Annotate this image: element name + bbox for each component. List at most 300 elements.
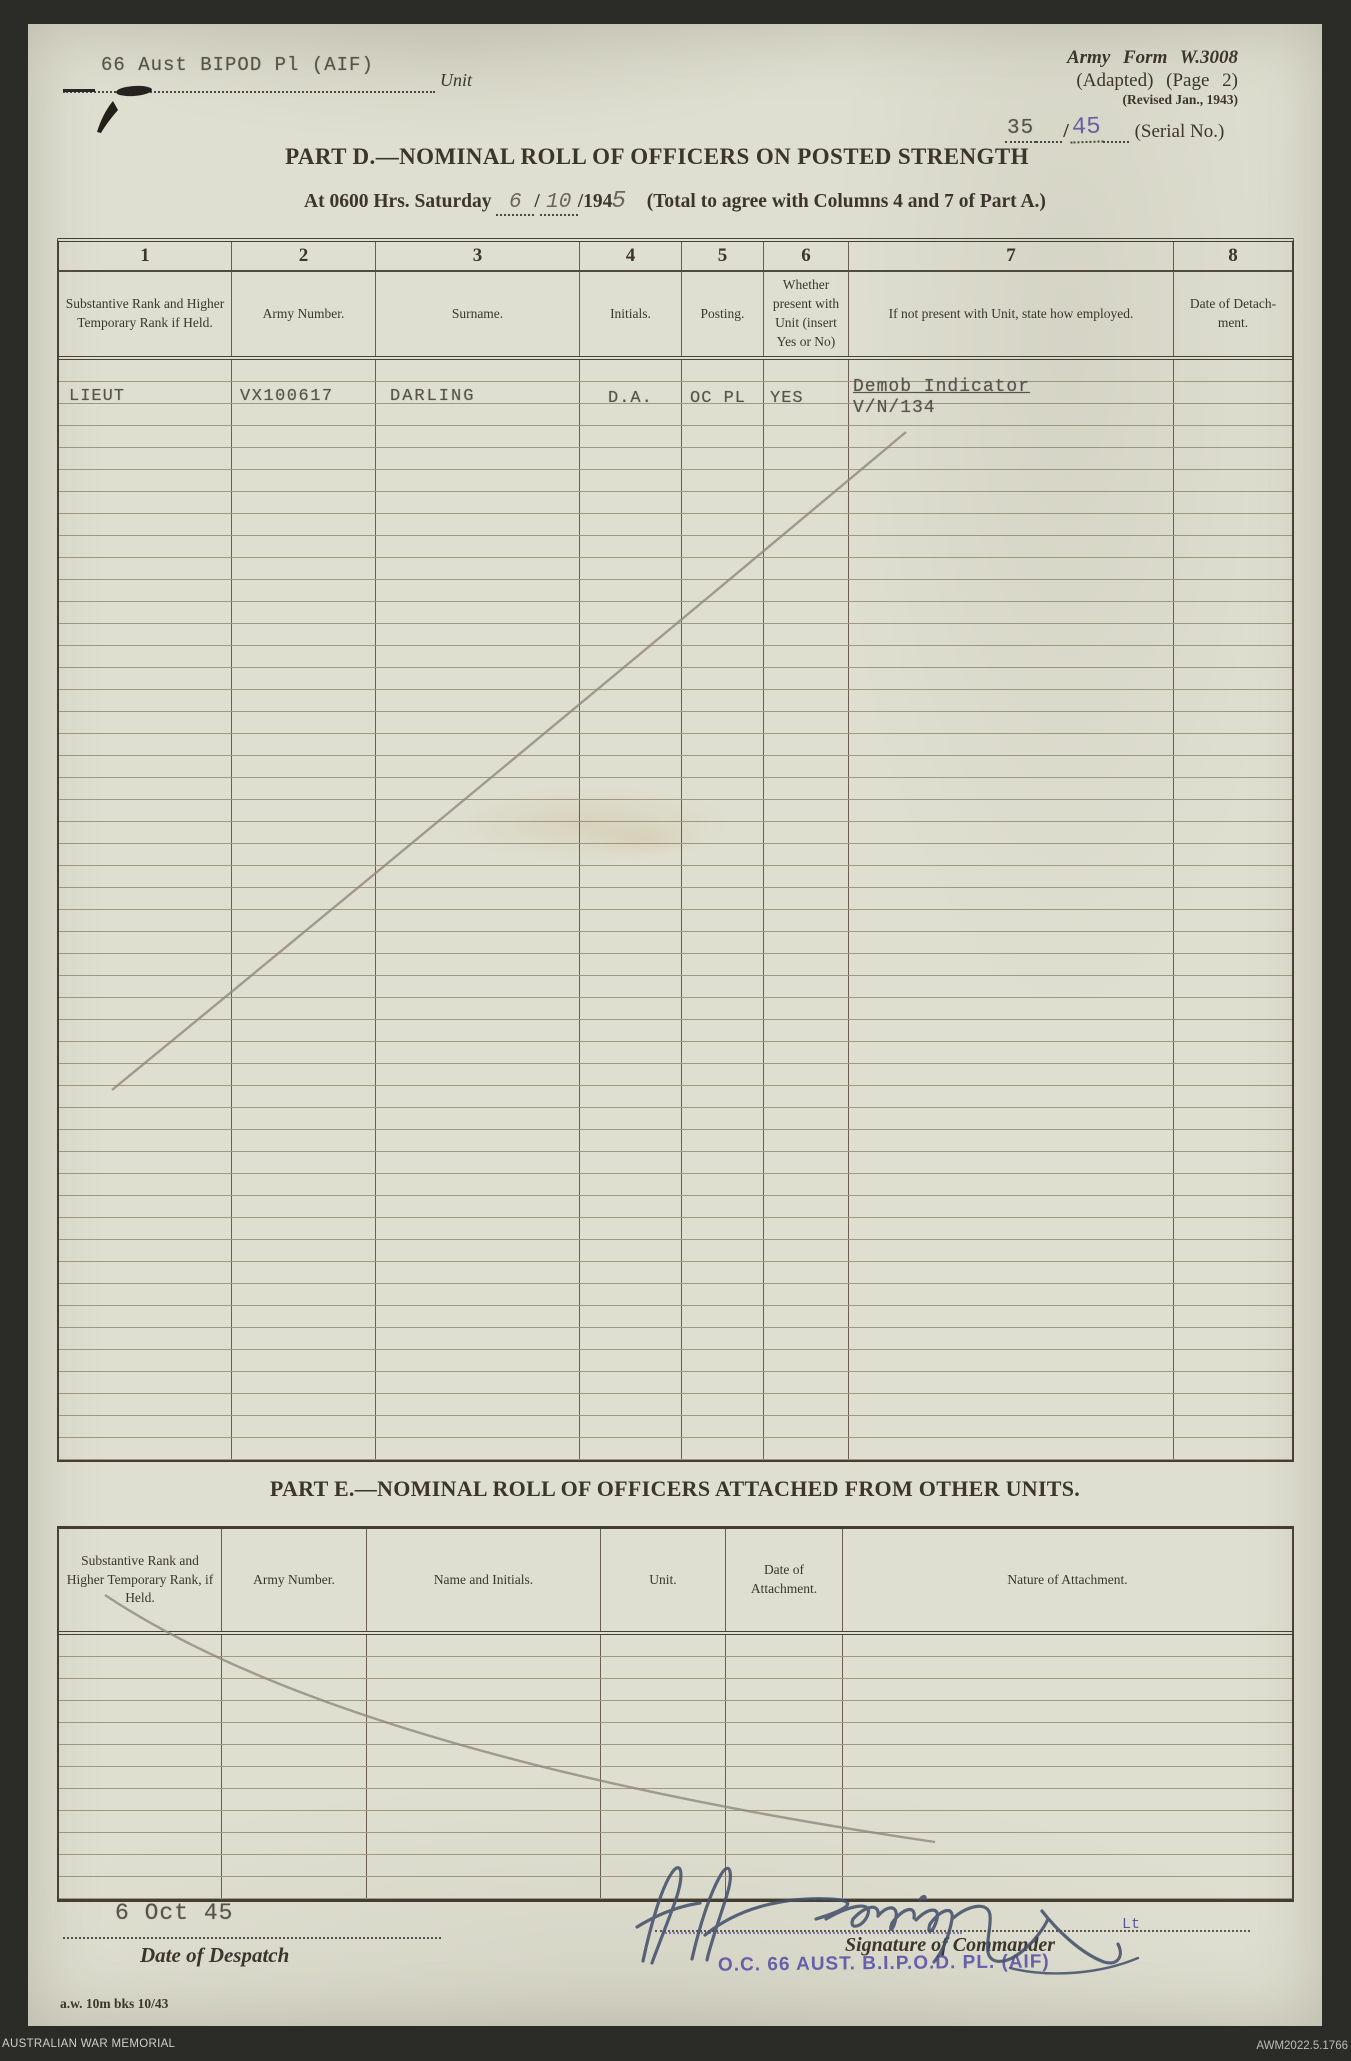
part-e-cell bbox=[843, 1833, 1292, 1854]
part-d-body-row bbox=[59, 558, 1292, 580]
column-header bbox=[1174, 272, 1292, 356]
column-header bbox=[232, 272, 376, 356]
date-day-value: 6 bbox=[496, 191, 534, 216]
part-d-cell bbox=[232, 558, 376, 579]
part-e-cell bbox=[222, 1789, 367, 1810]
part-d-cell bbox=[682, 756, 764, 777]
part-e-cell bbox=[59, 1635, 222, 1656]
part-d-body-row bbox=[59, 1306, 1292, 1328]
part-d-cell bbox=[376, 1152, 580, 1173]
part-d-body-row bbox=[59, 1086, 1292, 1108]
part-d-cell bbox=[232, 1086, 376, 1107]
part-d-cell bbox=[849, 624, 1174, 645]
part-d-cell bbox=[764, 712, 849, 733]
part-e-body-row bbox=[59, 1833, 1292, 1855]
part-d-table bbox=[57, 238, 1294, 1462]
part-d-cell bbox=[1174, 1416, 1292, 1437]
part-d-cell bbox=[232, 998, 376, 1019]
part-e-cell bbox=[222, 1723, 367, 1744]
part-e-cell bbox=[59, 1855, 222, 1876]
part-e-cell bbox=[726, 1811, 843, 1832]
part-d-cell bbox=[1174, 866, 1292, 887]
part-d-cell bbox=[232, 954, 376, 975]
part-d-cell bbox=[59, 624, 232, 645]
part-d-cell bbox=[376, 1196, 580, 1217]
part-d-cell bbox=[1174, 1218, 1292, 1239]
part-e-cell bbox=[59, 1767, 222, 1788]
part-d-cell bbox=[682, 998, 764, 1019]
part-d-cell bbox=[1174, 448, 1292, 469]
part-d-cell bbox=[580, 954, 682, 975]
part-d-cell bbox=[764, 1262, 849, 1283]
part-e-cell bbox=[601, 1833, 726, 1854]
part-d-subtitle bbox=[28, 188, 1322, 216]
part-d-cell bbox=[682, 602, 764, 623]
part-d-cell bbox=[849, 1152, 1174, 1173]
unit-value: 66 Aust BIPOD Pl (AIF) bbox=[101, 54, 374, 76]
part-d-cell bbox=[232, 734, 376, 755]
part-d-cell bbox=[580, 1042, 682, 1063]
part-d-cell bbox=[1174, 1262, 1292, 1283]
part-d-cell bbox=[59, 1394, 232, 1415]
part-d-body-row bbox=[59, 1416, 1292, 1438]
part-d-cell bbox=[849, 1218, 1174, 1239]
part-e-cell bbox=[726, 1723, 843, 1744]
part-d-cell bbox=[764, 1394, 849, 1415]
part-d-body-row bbox=[59, 470, 1292, 492]
part-d-cell bbox=[376, 1416, 580, 1437]
part-d-cell bbox=[580, 1438, 682, 1459]
part-d-cell bbox=[849, 1328, 1174, 1349]
part-d-cell bbox=[232, 844, 376, 865]
part-d-cell bbox=[849, 690, 1174, 711]
part-d-body-row bbox=[59, 976, 1292, 998]
part-d-cell bbox=[1174, 998, 1292, 1019]
part-d-cell bbox=[682, 866, 764, 887]
column-label: Posting. bbox=[700, 305, 745, 321]
part-d-cell bbox=[376, 1240, 580, 1261]
part-d-cell bbox=[849, 1372, 1174, 1393]
part-e-body-row bbox=[59, 1789, 1292, 1811]
part-d-cell bbox=[580, 1394, 682, 1415]
part-d-body-row bbox=[59, 580, 1292, 602]
part-d-body-row bbox=[59, 668, 1292, 690]
column-label: If not present with Unit, state how employed. bbox=[888, 305, 1134, 321]
part-d-cell bbox=[232, 778, 376, 799]
part-d-cell bbox=[682, 1372, 764, 1393]
part-d-cell bbox=[232, 1240, 376, 1261]
part-d-cell bbox=[232, 800, 376, 821]
part-d-cell bbox=[849, 1064, 1174, 1085]
part-e-cell bbox=[59, 1877, 222, 1898]
part-d-cell bbox=[376, 1218, 580, 1239]
column-label: Surname. bbox=[451, 305, 504, 321]
part-d-cell bbox=[1174, 1020, 1292, 1041]
part-d-cell bbox=[376, 712, 580, 733]
part-d-cell bbox=[682, 426, 764, 447]
part-d-cell bbox=[232, 360, 376, 381]
part-e-title: PART E.—NOMINAL ROLL OF OFFICERS ATTACHED FROM OTHER UNITS. bbox=[269, 1476, 1081, 1501]
part-d-cell bbox=[376, 932, 580, 953]
part-d-cell bbox=[849, 377, 1174, 418]
part-d-cell bbox=[232, 382, 376, 406]
part-d-cell bbox=[682, 690, 764, 711]
part-e-cell bbox=[367, 1723, 601, 1744]
part-d-cell bbox=[232, 888, 376, 909]
column-label: Substantive Rank and Higher Temporary Rank if Held. bbox=[65, 296, 225, 330]
part-d-cell bbox=[376, 558, 580, 579]
part-d-body-row bbox=[59, 1064, 1292, 1086]
part-d-body-row bbox=[59, 1438, 1292, 1460]
part-e-cell bbox=[843, 1745, 1292, 1766]
part-e-cell bbox=[222, 1657, 367, 1678]
part-d-cell bbox=[580, 1262, 682, 1283]
part-d-header-number-row bbox=[59, 242, 1292, 272]
part-d-cell bbox=[376, 646, 580, 667]
part-d-cell bbox=[232, 1372, 376, 1393]
part-d-cell bbox=[764, 448, 849, 469]
part-d-cell bbox=[849, 1196, 1174, 1217]
part-d-body-row bbox=[59, 734, 1292, 756]
part-e-cell bbox=[843, 1723, 1292, 1744]
part-e-cell bbox=[726, 1745, 843, 1766]
printer-code: a.w. 10m bks 10/43 bbox=[60, 1996, 169, 2011]
part-d-cell bbox=[232, 602, 376, 623]
part-d-cell bbox=[580, 558, 682, 579]
part-d-cell bbox=[764, 954, 849, 975]
part-d-body-row bbox=[59, 1218, 1292, 1240]
part-d-cell bbox=[580, 1284, 682, 1305]
part-d-cell bbox=[1174, 822, 1292, 843]
part-d-cell bbox=[580, 756, 682, 777]
part-d-cell bbox=[1174, 470, 1292, 491]
part-d-body-row bbox=[59, 1284, 1292, 1306]
part-d-cell bbox=[376, 1262, 580, 1283]
part-d-cell bbox=[232, 1020, 376, 1041]
part-d-body-row bbox=[59, 1262, 1292, 1284]
part-d-body-row bbox=[59, 932, 1292, 954]
part-d-cell bbox=[764, 1240, 849, 1261]
part-d-body-row bbox=[59, 712, 1292, 734]
part-d-body-row bbox=[59, 1152, 1292, 1174]
part-d-body-row bbox=[59, 1328, 1292, 1350]
part-d-cell bbox=[682, 1042, 764, 1063]
column-header bbox=[764, 272, 849, 356]
part-d-cell bbox=[59, 536, 232, 557]
part-d-cell bbox=[376, 1064, 580, 1085]
part-d-cell bbox=[1174, 602, 1292, 623]
part-d-cell bbox=[1174, 426, 1292, 447]
serial-value-2: 45 bbox=[1069, 113, 1103, 143]
column-header bbox=[601, 1529, 726, 1631]
part-e-cell bbox=[367, 1701, 601, 1722]
part-d-cell bbox=[232, 976, 376, 997]
part-d-cell bbox=[764, 866, 849, 887]
part-d-cell bbox=[580, 1130, 682, 1151]
part-d-cell bbox=[59, 404, 232, 425]
part-d-cell bbox=[59, 1020, 232, 1041]
part-d-cell bbox=[764, 1372, 849, 1393]
part-d-cell bbox=[376, 1020, 580, 1041]
part-e-cell bbox=[367, 1657, 601, 1678]
part-d-cell bbox=[232, 1394, 376, 1415]
part-d-body-row bbox=[59, 778, 1292, 800]
part-e-cell bbox=[367, 1767, 601, 1788]
part-d-cell bbox=[580, 822, 682, 843]
part-d-cell bbox=[59, 580, 232, 601]
part-e-cell bbox=[843, 1789, 1292, 1810]
part-d-cell bbox=[1174, 1042, 1292, 1063]
part-d-cell bbox=[580, 866, 682, 887]
part-d-cell bbox=[849, 888, 1174, 909]
despatch-label: Date of Despatch bbox=[140, 1943, 290, 1967]
part-d-cell bbox=[764, 1416, 849, 1437]
part-d-cell bbox=[59, 1042, 232, 1063]
part-e-cell bbox=[367, 1745, 601, 1766]
part-d-cell bbox=[376, 1438, 580, 1459]
part-d-body-row bbox=[59, 998, 1292, 1020]
column-label: Initials. bbox=[610, 305, 651, 321]
entry-employment-line1: Demob Indicator bbox=[853, 377, 1031, 397]
part-d-cell bbox=[376, 1328, 580, 1349]
part-d-cell bbox=[764, 1438, 849, 1459]
part-d-cell bbox=[376, 976, 580, 997]
archive-id: AWM2022.5.1766 bbox=[1256, 2040, 1348, 2052]
part-d-body-row bbox=[59, 1394, 1292, 1416]
column-number: 5 bbox=[682, 242, 764, 270]
part-d-cell bbox=[580, 360, 682, 381]
column-header bbox=[59, 272, 232, 356]
part-d-cell bbox=[764, 1306, 849, 1327]
part-d-cell bbox=[376, 778, 580, 799]
entry-posting: OC PL bbox=[690, 389, 747, 408]
part-d-cell bbox=[1174, 1196, 1292, 1217]
part-d-cell bbox=[580, 1086, 682, 1107]
part-d-cell bbox=[232, 910, 376, 931]
date-month-value: 10 bbox=[540, 191, 578, 216]
part-d-cell bbox=[232, 756, 376, 777]
part-d-cell bbox=[849, 426, 1174, 447]
part-d-cell bbox=[59, 492, 232, 513]
part-d-cell bbox=[849, 976, 1174, 997]
part-d-cell bbox=[764, 998, 849, 1019]
part-d-cell bbox=[376, 866, 580, 887]
part-d-cell bbox=[849, 492, 1174, 513]
part-d-cell bbox=[849, 580, 1174, 601]
archive-caption: AUSTRALIAN WAR MEMORIAL bbox=[2, 2038, 176, 2050]
column-label: Substantive Rank and Higher Temporary Rank, if Held. bbox=[66, 1552, 214, 1606]
part-d-cell bbox=[1174, 1064, 1292, 1085]
part-d-cell bbox=[59, 360, 232, 381]
part-d-body-row bbox=[59, 1196, 1292, 1218]
part-d-cell bbox=[682, 1218, 764, 1239]
date-of-despatch-field bbox=[63, 1899, 441, 1939]
part-e-cell bbox=[59, 1701, 222, 1722]
part-d-body-row bbox=[59, 1174, 1292, 1196]
part-d-cell bbox=[764, 646, 849, 667]
part-d-cell bbox=[59, 822, 232, 843]
part-d-cell bbox=[59, 1240, 232, 1261]
part-e-cell bbox=[59, 1811, 222, 1832]
part-d-cell bbox=[682, 1416, 764, 1437]
part-d-cell bbox=[764, 734, 849, 755]
part-d-cell bbox=[764, 800, 849, 821]
part-d-body-row bbox=[59, 448, 1292, 470]
part-d-cell bbox=[232, 822, 376, 843]
part-d-cell bbox=[376, 1306, 580, 1327]
part-d-cell bbox=[682, 910, 764, 931]
date-year-printed: /194 bbox=[577, 191, 613, 212]
column-header bbox=[843, 1529, 1292, 1631]
part-d-cell bbox=[59, 756, 232, 777]
part-d-cell bbox=[682, 492, 764, 513]
part-d-cell bbox=[232, 514, 376, 535]
part-e-cell bbox=[726, 1855, 843, 1876]
part-d-cell bbox=[1174, 1284, 1292, 1305]
part-d-cell bbox=[764, 778, 849, 799]
form-reference bbox=[1067, 46, 1238, 109]
part-d-cell bbox=[580, 536, 682, 557]
part-d-cell bbox=[59, 932, 232, 953]
part-d-cell bbox=[764, 382, 849, 408]
part-d-cell bbox=[849, 1108, 1174, 1129]
column-label: Whether present with Unit (insert Yes or No) bbox=[772, 277, 840, 349]
part-d-cell bbox=[580, 932, 682, 953]
part-d-cell bbox=[682, 558, 764, 579]
part-e-cell bbox=[726, 1767, 843, 1788]
part-d-cell bbox=[580, 1174, 682, 1195]
part-d-cell bbox=[580, 1218, 682, 1239]
part-e-cell bbox=[601, 1855, 726, 1876]
column-number: 4 bbox=[580, 242, 682, 270]
part-d-cell bbox=[682, 844, 764, 865]
part-d-cell bbox=[764, 756, 849, 777]
part-d-cell bbox=[682, 1130, 764, 1151]
part-d-cell bbox=[764, 1218, 849, 1239]
part-d-cell bbox=[580, 1350, 682, 1371]
part-d-cell bbox=[580, 844, 682, 865]
column-number: 6 bbox=[764, 242, 849, 270]
part-d-cell bbox=[580, 800, 682, 821]
part-d-cell bbox=[1174, 888, 1292, 909]
part-d-cell bbox=[1174, 1438, 1292, 1459]
part-d-body-row bbox=[59, 1042, 1292, 1064]
part-e-body-row bbox=[59, 1767, 1292, 1789]
part-d-cell bbox=[849, 1174, 1174, 1195]
part-d-cell bbox=[1174, 624, 1292, 645]
part-d-cell bbox=[764, 932, 849, 953]
part-d-cell bbox=[764, 668, 849, 689]
part-d-cell bbox=[376, 580, 580, 601]
part-d-cell bbox=[682, 1086, 764, 1107]
part-d-cell bbox=[682, 1020, 764, 1041]
part-d-cell bbox=[376, 910, 580, 931]
part-d-cell bbox=[764, 1350, 849, 1371]
part-d-cell bbox=[764, 1284, 849, 1305]
part-e-cell bbox=[601, 1679, 726, 1700]
part-e-cell bbox=[843, 1701, 1292, 1722]
serial-value-1: 35 bbox=[1005, 118, 1036, 143]
part-d-cell bbox=[682, 932, 764, 953]
part-d-body-row bbox=[59, 1350, 1292, 1372]
part-d-cell bbox=[764, 1328, 849, 1349]
part-e-cell bbox=[726, 1789, 843, 1810]
part-e-cell bbox=[222, 1745, 367, 1766]
part-d-cell bbox=[580, 888, 682, 909]
part-d-cell bbox=[580, 1240, 682, 1261]
part-e-cell bbox=[222, 1635, 367, 1656]
part-d-cell bbox=[849, 1086, 1174, 1107]
part-e-cell bbox=[367, 1855, 601, 1876]
unit-field bbox=[63, 54, 435, 93]
part-d-cell bbox=[232, 580, 376, 601]
part-d-cell bbox=[1174, 1350, 1292, 1371]
part-d-cell bbox=[849, 448, 1174, 469]
part-e-cell bbox=[726, 1701, 843, 1722]
part-d-cell bbox=[232, 536, 376, 557]
part-d-cell bbox=[376, 470, 580, 491]
part-d-cell bbox=[1174, 1306, 1292, 1327]
part-e-cell bbox=[601, 1723, 726, 1744]
part-d-cell bbox=[376, 888, 580, 909]
part-e-cell bbox=[367, 1635, 601, 1656]
part-d-cell bbox=[376, 514, 580, 535]
part-e-cell bbox=[843, 1635, 1292, 1656]
part-d-cell bbox=[376, 954, 580, 975]
part-d-cell bbox=[580, 998, 682, 1019]
part-d-cell bbox=[849, 558, 1174, 579]
part-e-cell bbox=[843, 1767, 1292, 1788]
part-d-cell bbox=[59, 1108, 232, 1129]
part-d-cell bbox=[232, 404, 376, 425]
part-d-cell bbox=[682, 448, 764, 469]
part-d-cell bbox=[580, 624, 682, 645]
column-header bbox=[376, 272, 580, 356]
part-d-cell bbox=[376, 1130, 580, 1151]
part-d-cell bbox=[1174, 1152, 1292, 1173]
part-d-cell bbox=[682, 382, 764, 408]
part-d-header-label-row bbox=[59, 272, 1292, 360]
part-d-cell bbox=[232, 646, 376, 667]
part-d-cell bbox=[232, 1196, 376, 1217]
unit-stamp: O.C. 66 AUST. B.I.P.O.D. PL. (AIF) bbox=[717, 1951, 1050, 1976]
part-d-cell bbox=[682, 360, 764, 381]
dotted-rule bbox=[1103, 119, 1129, 143]
part-e-cell bbox=[59, 1723, 222, 1744]
part-d-cell bbox=[682, 1350, 764, 1371]
part-e-cell bbox=[601, 1811, 726, 1832]
part-d-cell bbox=[849, 910, 1174, 931]
serial-number-field bbox=[1005, 113, 1224, 143]
part-e-cell bbox=[601, 1767, 726, 1788]
part-d-cell bbox=[232, 448, 376, 469]
part-d-cell bbox=[59, 1372, 232, 1393]
column-header bbox=[367, 1529, 601, 1631]
part-e-cell bbox=[222, 1877, 367, 1898]
part-d-body-row bbox=[59, 690, 1292, 712]
form-ref-line1: Army Form W.3008 bbox=[1066, 47, 1238, 68]
part-d-cell bbox=[232, 1108, 376, 1129]
part-d-cell bbox=[764, 360, 849, 381]
part-e-cell bbox=[59, 1745, 222, 1766]
part-d-cell bbox=[849, 536, 1174, 557]
part-d-cell bbox=[1174, 646, 1292, 667]
part-d-cell bbox=[1174, 932, 1292, 953]
part-d-cell bbox=[849, 514, 1174, 535]
part-d-cell bbox=[376, 536, 580, 557]
part-d-cell bbox=[376, 800, 580, 821]
part-d-cell bbox=[682, 470, 764, 491]
